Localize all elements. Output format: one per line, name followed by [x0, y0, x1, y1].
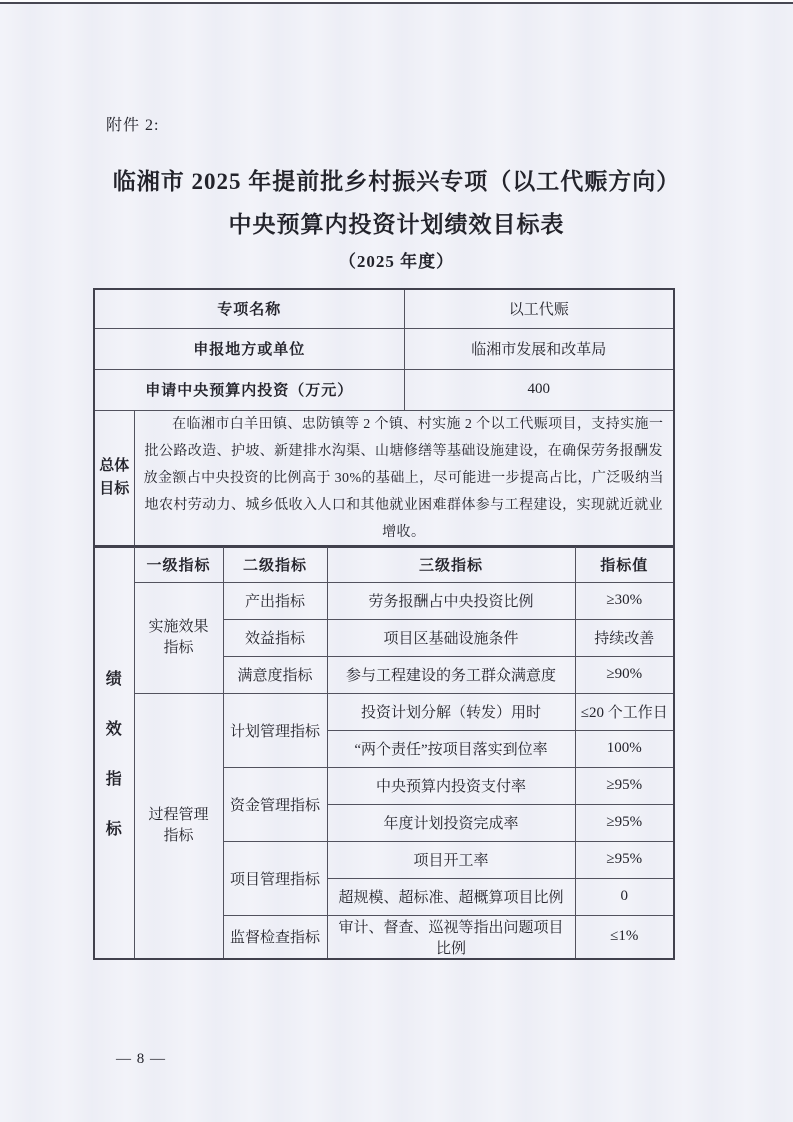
value-cell: ≥90% — [575, 656, 674, 693]
value-cell: ≤20 个工作日 — [575, 693, 674, 730]
scan-edge-line — [0, 2, 793, 4]
overall-goal-label-line2: 目标 — [99, 481, 130, 497]
value-cell: ≥95% — [575, 841, 674, 878]
table-row — [94, 289, 674, 328]
value-cell: ≤1% — [575, 915, 674, 959]
level1-group-effect — [134, 582, 223, 693]
level2-cell: 满意度指标 — [223, 656, 327, 693]
level3-cell: 年度计划投资完成率 — [327, 804, 575, 841]
performance-header-row — [94, 546, 674, 582]
page-number: — 8 — — [116, 1051, 166, 1067]
document-title-line1: 临湘市 2025 年提前批乡村振兴专项（以工代赈方向） — [112, 169, 681, 194]
level2-cell: 效益指标 — [223, 619, 327, 656]
level3-cell: 中央预算内投资支付率 — [327, 767, 575, 804]
info-label-investment-amount: 申请中央预算内投资（万元） — [94, 369, 404, 410]
level3-cell: 审计、督查、巡视等指出问题项目比例 — [327, 915, 575, 959]
overall-goal-label — [94, 410, 134, 547]
value-cell: 100% — [575, 730, 674, 767]
side-char: 绩 — [105, 670, 123, 688]
side-char: 标 — [105, 820, 123, 838]
header-value: 指标值 — [575, 546, 674, 582]
overall-goal-row — [94, 410, 674, 547]
level3-cell: 劳务报酬占中央投资比例 — [327, 582, 575, 619]
level3-cell: 超规模、超标准、超概算项目比例 — [327, 878, 575, 915]
document-title-line2: 中央预算内投资计划绩效目标表 — [228, 212, 565, 237]
side-char: 指 — [105, 770, 123, 788]
level2-cell: 项目管理指标 — [223, 841, 327, 915]
value-cell: ≥30% — [575, 582, 674, 619]
level3-cell: 参与工程建设的务工群众满意度 — [327, 656, 575, 693]
level1-group-effect-label: 实施效果 指标 — [148, 618, 209, 656]
level1-group-process-label: 过程管理 指标 — [148, 806, 209, 844]
overall-goal-label-line1: 总体 — [99, 458, 130, 474]
info-value-investment-amount: 400 — [404, 369, 674, 410]
info-table — [93, 288, 675, 548]
info-label-special-name: 专项名称 — [94, 289, 404, 328]
performance-side-label-vertical — [99, 666, 130, 839]
value-cell: ≥95% — [575, 767, 674, 804]
table-row — [94, 582, 674, 619]
value-cell: 持续改善 — [575, 619, 674, 656]
header-level1: 一级指标 — [134, 546, 223, 582]
level2-cell: 计划管理指标 — [223, 693, 327, 767]
level3-cell: 项目开工率 — [327, 841, 575, 878]
info-label-declaring-unit: 申报地方或单位 — [94, 328, 404, 369]
performance-table — [93, 545, 675, 960]
level3-cell: “两个责任”按项目落实到位率 — [327, 730, 575, 767]
level2-cell: 监督检查指标 — [223, 915, 327, 959]
table-row — [94, 369, 674, 410]
table-row — [94, 328, 674, 369]
year-subtitle: （2025 年度） — [338, 252, 455, 271]
level2-cell: 产出指标 — [223, 582, 327, 619]
level3-cell: 项目区基础设施条件 — [327, 619, 575, 656]
level1-group-process — [134, 693, 223, 959]
info-value-declaring-unit: 临湘市发展和改革局 — [404, 328, 674, 369]
attachment-label: 附件 2: — [106, 117, 160, 134]
level3-cell: 投资计划分解（转发）用时 — [327, 693, 575, 730]
performance-side-label — [94, 546, 134, 959]
value-cell: 0 — [575, 878, 674, 915]
document-title — [0, 160, 793, 246]
overall-goal-text: 在临湘市白羊田镇、忠防镇等 2 个镇、村实施 2 个以工代赈项目，支持实施一批公路改造、护坡、新建排水沟渠、山塘修缮等基础设施建设，在确保劳务报酬发放金额占中央投资的比例高于 30%的基础上，尽可能进一步提高占比，广泛吸纳当地农村劳动力、城乡低收入人口和其他就业困难群体参与工程建设，实现就近就业增收。 — [134, 410, 674, 547]
info-value-special-name: 以工代赈 — [404, 289, 674, 328]
level2-cell: 资金管理指标 — [223, 767, 327, 841]
header-level2: 二级指标 — [223, 546, 327, 582]
header-level3: 三级指标 — [327, 546, 575, 582]
table-row — [94, 693, 674, 730]
side-char: 效 — [105, 720, 123, 738]
value-cell: ≥95% — [575, 804, 674, 841]
